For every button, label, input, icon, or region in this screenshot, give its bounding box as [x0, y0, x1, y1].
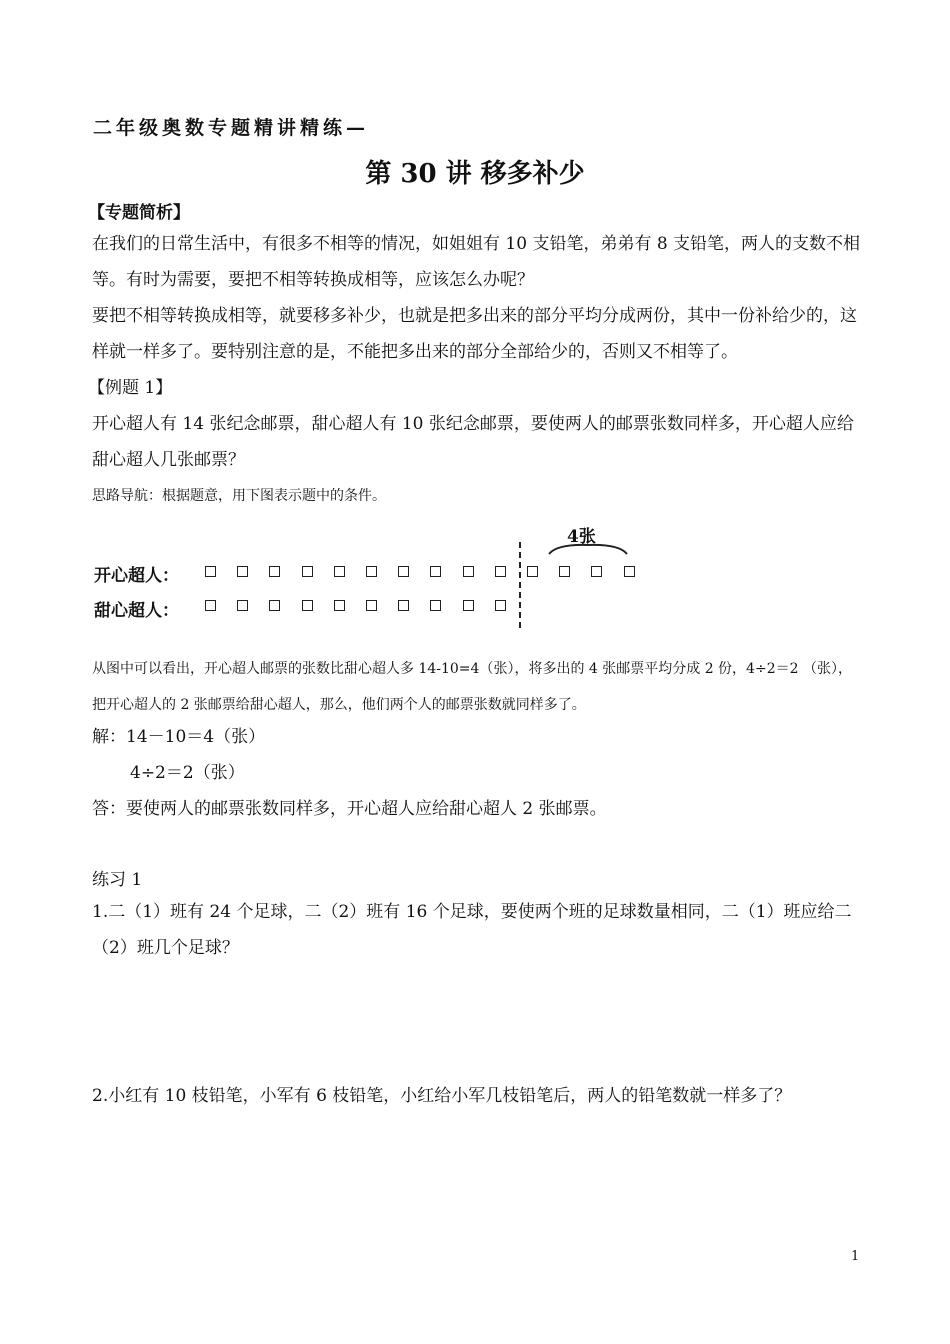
example-explanation: 从图中可以看出，开心超人邮票的张数比甜心超人多 14-10=4（张），将多出的 4 张邮票平均分成 2 份，4÷2＝2 （张），把开心超人的 2 张邮票给甜心超人，那么，他们两个人的邮票张数就同样多了。 — [92, 661, 852, 713]
row1-stamp-square — [495, 566, 506, 577]
row1-stamp-square — [302, 566, 313, 577]
row1-stamp-square — [205, 566, 216, 577]
lesson-title: 第 30 讲 移多补少 — [365, 159, 585, 189]
row1-stamp-square — [334, 566, 345, 577]
solution-line-1: 解：14－10＝4（张） — [92, 727, 266, 747]
row1-stamp-square — [366, 566, 377, 577]
practice-heading: 练习 1 — [92, 870, 143, 890]
row1-stamp-square — [269, 566, 280, 577]
row1-label: 开心超人： — [94, 566, 179, 586]
row1-stamp-square — [237, 566, 248, 577]
row2-stamp-square — [205, 600, 216, 611]
stamp-diagram — [92, 520, 672, 635]
row1-stamp-square — [624, 566, 635, 577]
row2-stamp-square — [366, 600, 377, 611]
divider-line — [519, 542, 521, 628]
row2-stamp-square — [495, 600, 506, 611]
row2-stamp-square — [398, 600, 409, 611]
intro-paragraph-2: 要把不相等转换成相等，就要移多补少，也就是把多出来的部分平均分成两份，其中一份补给少的，这样就一样多了。要特别注意的是，不能把多出来的部分全部给少的，否则又不相等了。 — [92, 306, 857, 362]
extra-brace — [547, 542, 629, 556]
row2-stamp-square — [302, 600, 313, 611]
row2-stamp-square — [269, 600, 280, 611]
example-question: 开心超人有 14 张纪念邮票，甜心超人有 10 张纪念邮票，要使两人的邮票张数同样多，开心超人应给甜心超人几张邮票？ — [92, 414, 854, 470]
series-title: 二年级奥数专题精讲精练— — [93, 117, 370, 139]
row2-stamp-square — [463, 600, 474, 611]
row2-stamp-square — [237, 600, 248, 611]
row1-stamp-square — [591, 566, 602, 577]
row1-stamp-square — [527, 566, 538, 577]
practice-question-2: 2.小红有 10 枝铅笔，小军有 6 枝铅笔，小红给小军几枝铅笔后，两人的铅笔数就一样多了？ — [92, 1086, 792, 1106]
example-heading: 【例题 1】 — [88, 378, 173, 398]
row1-stamp-square — [463, 566, 474, 577]
row1-stamp-square — [398, 566, 409, 577]
intro-paragraph-1: 在我们的日常生活中，有很多不相等的情况，如姐姐有 10 支铅笔，弟弟有 8 支铅笔，两人的支数不相等。有时为需要，要把不相等转换成相等，应该怎么办呢？ — [92, 234, 861, 290]
row2-stamp-square — [430, 600, 441, 611]
row1-stamp-square — [430, 566, 441, 577]
practice-question-1: 1.二（1）班有 24 个足球，二（2）班有 16 个足球，要使两个班的足球数量相同，二（1）班应给二（2）班几个足球？ — [92, 902, 852, 958]
example-hint: 思路导航：根据题意，用下图表示题中的条件。 — [92, 488, 386, 504]
row1-stamp-square — [559, 566, 570, 577]
extra-label: 4张 — [567, 527, 596, 547]
row2-label: 甜心超人： — [94, 601, 179, 621]
example-answer: 答：要使两人的邮票张数同样多，开心超人应给甜心超人 2 张邮票。 — [92, 799, 607, 819]
page-number: 1 — [851, 1249, 860, 1264]
row2-stamp-square — [334, 600, 345, 611]
solution-line-2: 4÷2＝2（张） — [130, 763, 245, 783]
intro-heading: 【专题简析】 — [88, 203, 190, 223]
